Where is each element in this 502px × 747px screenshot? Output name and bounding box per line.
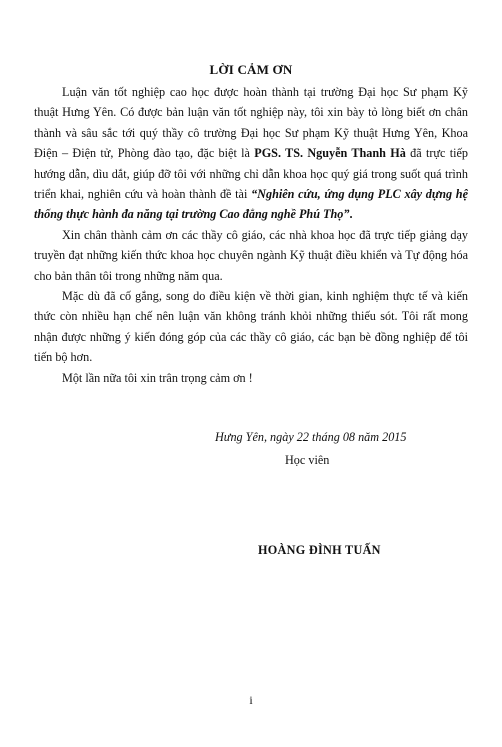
page-number: i xyxy=(249,693,253,707)
paragraph-4: Một lần nữa tôi xin trân trọng cảm ơn ! xyxy=(62,370,253,385)
paragraph-3: Mặc dù đã cố gắng, song do điều kiện về thời gian, kinh nghiệm thực tế và kiến thức còn nhiều hạn chế nên luận văn không tránh khỏi những thiếu sót. Tôi rất mong nhận được những ý kiến đóng góp của các thầy cô giáo, các bạn bè đồng nghiệp để tôi tiến bộ hơn. xyxy=(34,289,468,365)
signer-role: Học viên xyxy=(285,453,330,467)
page-title: LỜI CẢM ƠN xyxy=(209,62,293,77)
advisor-name: PGS. TS. Nguyễn Thanh Hà xyxy=(254,146,406,161)
place-date: Hưng Yên, ngày 22 tháng 08 năm 2015 xyxy=(215,430,407,444)
acknowledgement-body xyxy=(34,82,468,388)
paragraph-2: Xin chân thành cảm ơn các thầy cô giáo, các nhà khoa học đã trực tiếp giảng dạy truyền đạt những kiến thức khoa học chuyên ngành Kỹ thuật điều khiển và Tự động hóa cho bản thân tôi trong những năm qua. xyxy=(34,227,468,283)
thesis-title: “Nghiên cứu, ứng dụng PLC xây dựng hệ thống thực hành đa năng tại trường Cao đẳng nghề Phú Thọ” xyxy=(34,187,468,222)
paragraph-1-middle: đã trực tiếp hướng dẫn, dìu dắt, giúp đỡ tôi với những chỉ dẫn khoa học quý giá trong suốt quá trình triển khai, nghiên cứu và hoàn thành đề tài xyxy=(34,146,468,202)
paragraph-1-end: . xyxy=(349,207,353,222)
paragraph-1-text: Luận văn tốt nghiệp cao học được hoàn thành tại trường Đại học Sư phạm Kỹ thuật Hưng Yên. Có được bản luận văn tốt nghiệp này, tôi xin bày tỏ lòng biết ơn chân thành và sâu sắc tới quý thầy cô trường Đại học Sư phạm Kỹ thuật Hưng Yên, Khoa Điện – Điện tử, Phòng đào tạo, đặc biệt là xyxy=(34,85,468,161)
signer-name: HOÀNG ĐÌNH TUẤN xyxy=(258,543,381,557)
paragraph-1 xyxy=(34,82,468,225)
